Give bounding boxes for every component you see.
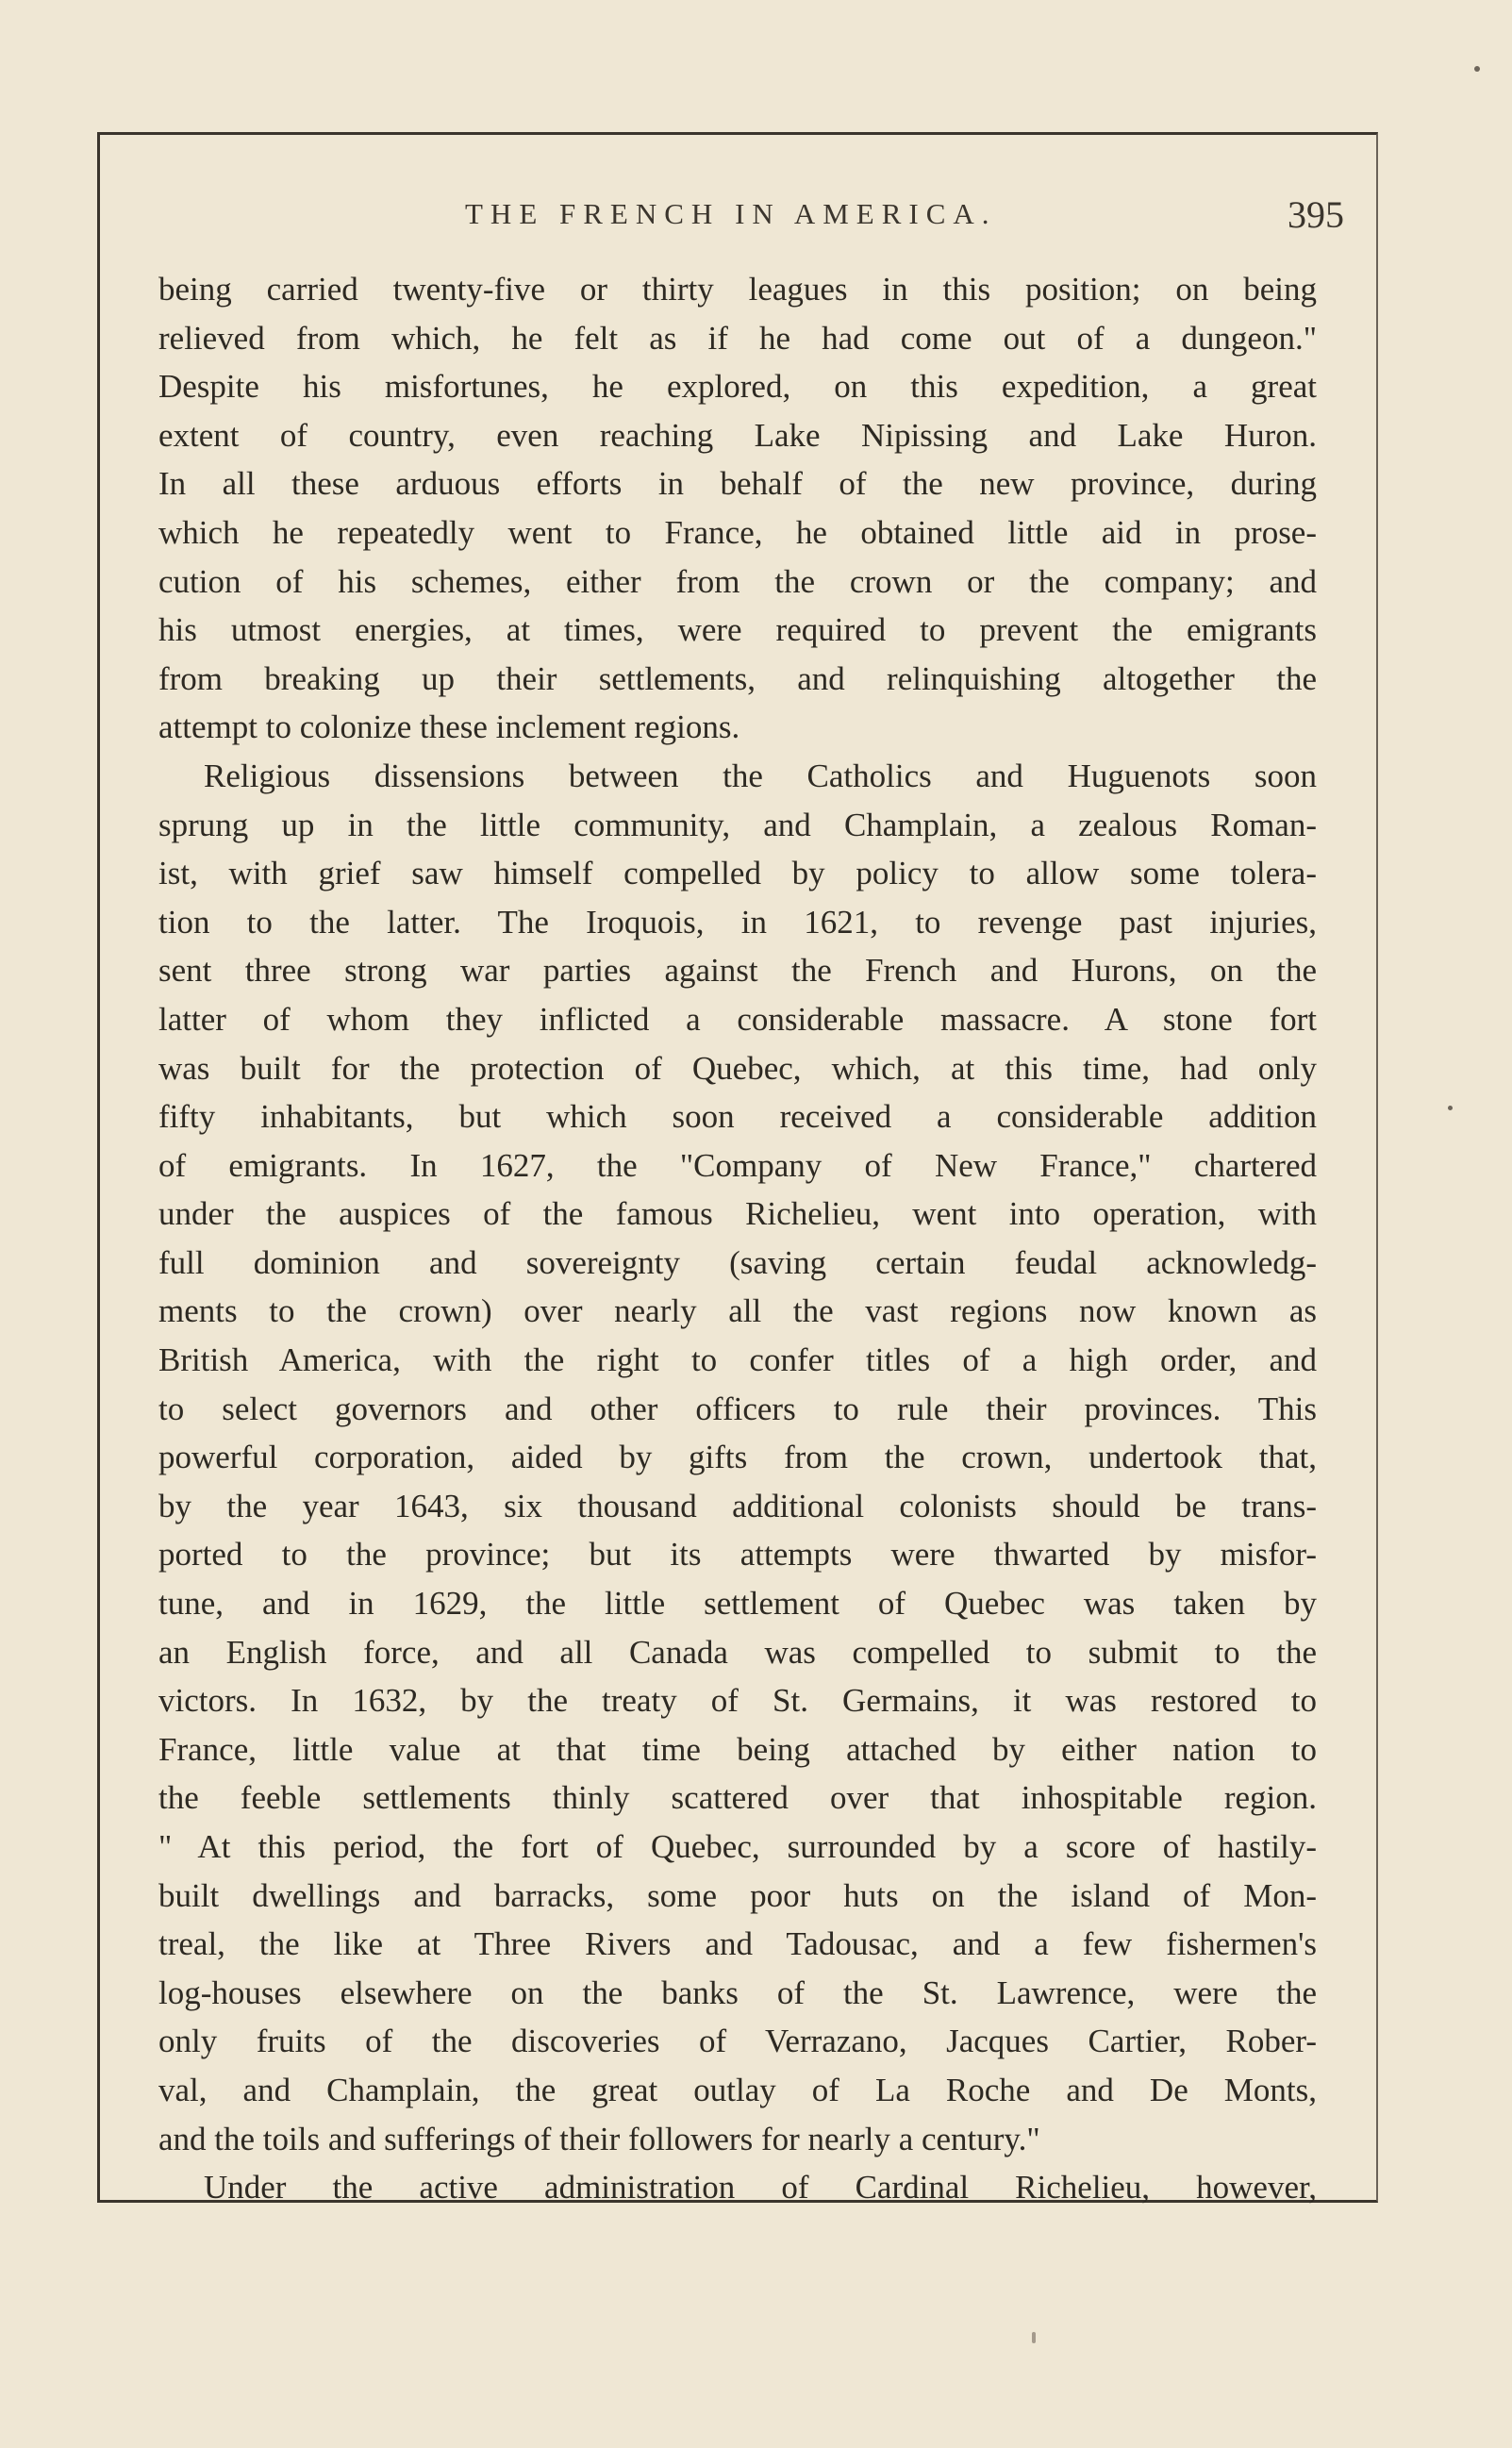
text-line: from breaking up their settlements, and relinquishing altogether the (158, 659, 1317, 697)
body-text (158, 265, 1317, 2212)
text-line: the feeble settlements thinly scattered over that inhospitable region. (158, 1779, 1317, 1817)
text-line: ist, with grief saw himself compelled by policy to allow some tolera- (158, 855, 1317, 892)
text-line: built dwellings and barracks, some poor huts on the island of Mon- (158, 1876, 1317, 1914)
text-line: sent three strong war parties against the French and Hurons, on the (158, 952, 1317, 990)
text-line: and the toils and sufferings of their followers for nearly a century." (158, 2120, 1040, 2157)
text-line: being carried twenty-five or thirty leagues in this position; on being (158, 271, 1317, 308)
text-line: fifty inhabitants, but which soon received a considerable addition (158, 1098, 1317, 1136)
text-line: ments to the crown) over nearly all the vast regions now known as (158, 1292, 1317, 1330)
text-line: attempt to colonize these inclement regions. (158, 708, 740, 746)
page-number: 395 (1288, 193, 1344, 236)
text-line: tune, and in 1629, the little settlement of Quebec was taken by (158, 1585, 1317, 1623)
text-line: an English force, and all Canada was compelled to submit to the (158, 1633, 1317, 1671)
text-line: ported to the province; but its attempts were thwarted by misfor- (158, 1536, 1317, 1574)
text-line: Despite his misfortunes, he explored, on this expedition, a great (158, 368, 1317, 406)
text-line: of emigrants. In 1627, the "Company of New France," chartered (158, 1146, 1317, 1184)
text-line: treal, the like at Three Rivers and Tadousac, and a few fishermen's (158, 1925, 1317, 1963)
text-line: log-houses elsewhere on the banks of the St. Lawrence, were the (158, 1973, 1317, 2011)
text-line: val, and Champlain, the great outlay of La Roche and De Monts, (158, 2071, 1317, 2108)
text-line: powerful corporation, aided by gifts from the crown, undertook that, (158, 1439, 1317, 1476)
text-line: victors. In 1632, by the treaty of St. Germains, it was restored to (158, 1682, 1317, 1720)
text-line: to select governors and other officers to rule their provinces. This (158, 1390, 1317, 1427)
text-line: sprung up in the little community, and Champlain, a zealous Roman- (158, 806, 1317, 843)
text-line: his utmost energies, at times, were required to prevent the emigrants (158, 611, 1317, 649)
text-line: cution of his schemes, either from the crown or the company; and (158, 562, 1317, 600)
text-line: was built for the protection of Quebec, which, at this time, had only (158, 1049, 1317, 1087)
text-line: In all these arduous efforts in behalf of the new province, during (158, 465, 1317, 503)
paragraph-start-line: Religious dissensions between the Catholics and Huguenots soon (204, 757, 1317, 794)
text-line: by the year 1643, six thousand additional colonists should be trans- (158, 1487, 1317, 1524)
text-line: British America, with the right to confer titles of a high order, and (158, 1341, 1317, 1379)
paragraph-start-line: Under the active administration of Cardinal Richelieu, however, (204, 2169, 1317, 2207)
text-line: " At this period, the fort of Quebec, surrounded by a score of hastily- (158, 1828, 1317, 1865)
page-speck (1474, 66, 1480, 72)
text-line: extent of country, even reaching Lake Nipissing and Lake Huron. (158, 416, 1317, 454)
text-line: full dominion and sovereignty (saving certain feudal acknowledg- (158, 1243, 1317, 1281)
text-line: tion to the latter. The Iroquois, in 1621, to revenge past injuries, (158, 903, 1317, 941)
text-line: latter of whom they inflicted a considerable massacre. A stone fort (158, 1000, 1317, 1038)
text-line: France, little value at that time being attached by either nation to (158, 1730, 1317, 1768)
page-speck (1448, 1106, 1453, 1110)
text-line: only fruits of the discoveries of Verrazano, Jacques Cartier, Rober- (158, 2023, 1317, 2060)
text-line: relieved from which, he felt as if he had come out of a dungeon." (158, 319, 1317, 357)
running-head-title: THE FRENCH IN AMERICA. (465, 197, 997, 230)
page-speck (1032, 2332, 1036, 2343)
text-line: under the auspices of the famous Richelieu, went into operation, with (158, 1195, 1317, 1233)
text-line: which he repeatedly went to France, he obtained little aid in prose- (158, 513, 1317, 551)
